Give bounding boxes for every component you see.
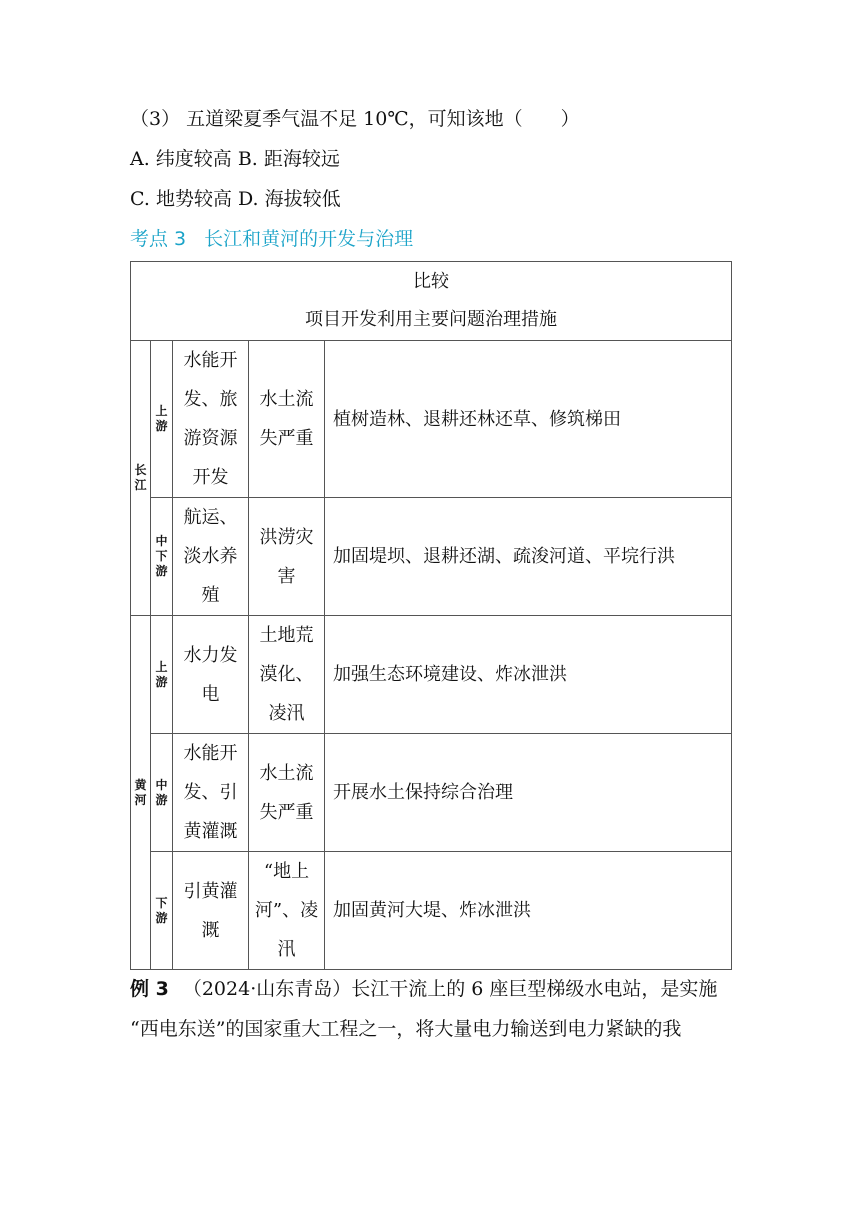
- options-c-d: C. 地势较高 D. 海拔较低: [130, 188, 341, 210]
- segment-label: 上游: [151, 616, 173, 734]
- segment-label: 中下游: [151, 498, 173, 616]
- section-title: 长江和黄河的开发与治理: [204, 228, 414, 250]
- table-row: [131, 341, 732, 498]
- segment-label: 中游: [151, 734, 173, 852]
- segment-label: 上游: [151, 341, 173, 498]
- example-line2: “西电东送”的国家重大工程之一，将大量电力输送到电力紧缺的我: [130, 1018, 682, 1040]
- use-cell: 水能开发、旅游资源开发: [173, 341, 249, 498]
- segment-label: 下游: [151, 852, 173, 970]
- section-heading: [130, 224, 413, 251]
- example-label: 例 3: [130, 978, 169, 1000]
- measure-cell: 植树造林、退耕还林还草、修筑梯田: [325, 341, 732, 498]
- comparison-table: [130, 261, 732, 970]
- header-line2: 项目开发利用主要问题治理措施: [305, 309, 558, 330]
- use-cell: 水力发电: [173, 616, 249, 734]
- problem-cell: 洪涝灾害: [249, 498, 325, 616]
- use-cell: 引黄灌溉: [173, 852, 249, 970]
- example-text: （2024·山东青岛）长江干流上的 6 座巨型梯级水电站，是实施: [182, 978, 718, 1000]
- river-name-changjiang: 长江: [131, 341, 151, 616]
- river-name-huanghe: 黄河: [131, 616, 151, 970]
- measure-cell: 加固黄河大堤、炸冰泄洪: [325, 852, 732, 970]
- problem-cell: “地上河”、凌汛: [249, 852, 325, 970]
- use-cell: 水能开发、引黄灌溉: [173, 734, 249, 852]
- measure-cell: 加固堤坝、退耕还湖、疏浚河道、平垸行洪: [325, 498, 732, 616]
- measure-cell: 加强生态环境建设、炸冰泄洪: [325, 616, 732, 734]
- measure-cell: 开展水土保持综合治理: [325, 734, 732, 852]
- table-row: [131, 616, 732, 734]
- table-header-row: [131, 262, 732, 341]
- problem-cell: 水土流失严重: [249, 734, 325, 852]
- example-line1: [130, 974, 717, 1001]
- table-row: [131, 498, 732, 616]
- options-a-b: A. 纬度较高 B. 距海较远: [130, 148, 340, 170]
- problem-cell: 土地荒漠化、凌汛: [249, 616, 325, 734]
- table-row: [131, 852, 732, 970]
- section-number: 考点 3: [130, 228, 187, 250]
- use-cell: 航运、淡水养殖: [173, 498, 249, 616]
- table-row: [131, 734, 732, 852]
- table-header: [131, 262, 732, 341]
- question-stem: （3） 五道梁夏季气温不足 10℃，可知该地（ ）: [130, 108, 580, 130]
- header-line1: 比较: [413, 271, 450, 292]
- problem-cell: 水土流失严重: [249, 341, 325, 498]
